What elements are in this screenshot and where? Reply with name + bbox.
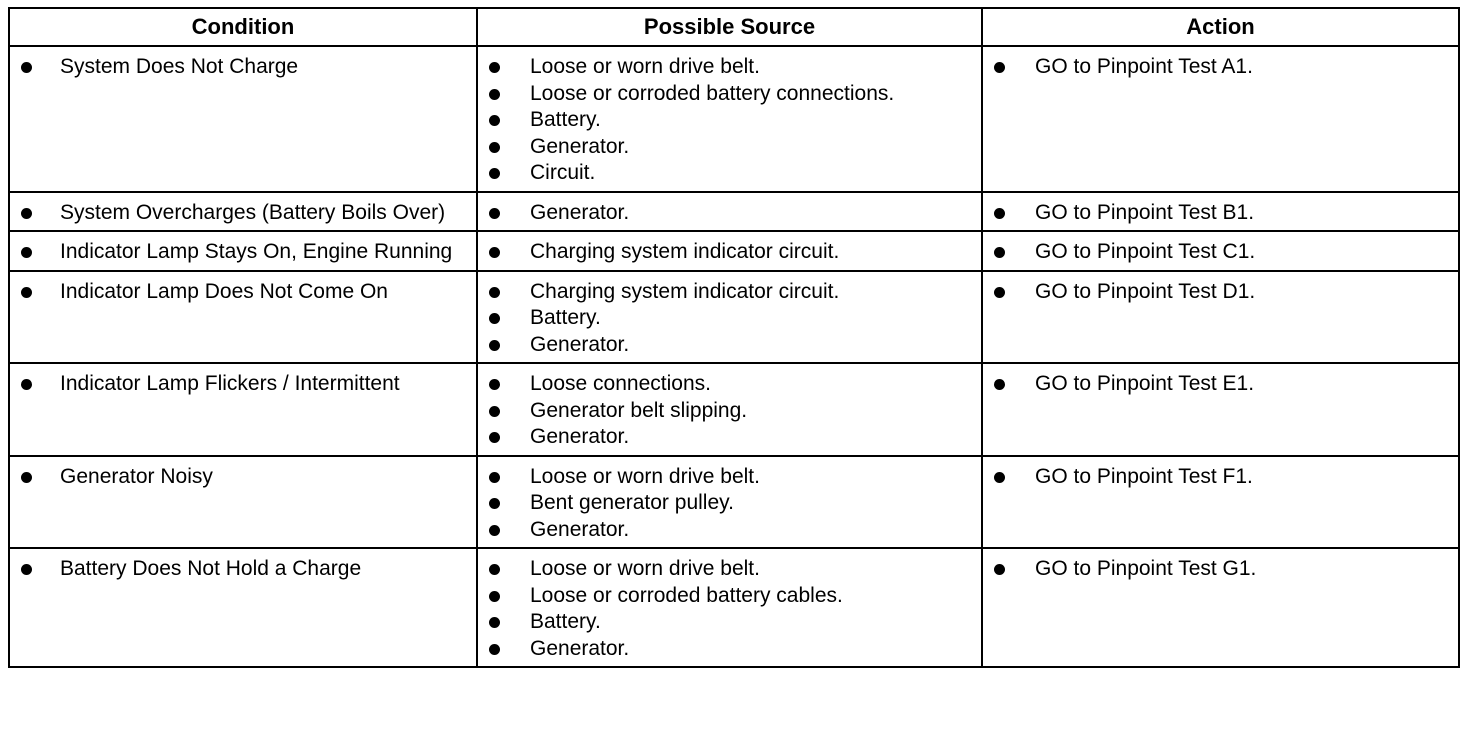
source-cell (477, 456, 982, 549)
source-cell (477, 271, 982, 364)
action-cell (982, 548, 1459, 667)
source-text: Charging system indicator circuit. (530, 240, 840, 263)
condition-cell (9, 548, 477, 667)
source-text: Generator. (530, 332, 630, 356)
source-cell (477, 192, 982, 232)
condition-text: System Overcharges (Battery Boils Over) (60, 200, 446, 224)
table-row (9, 46, 1459, 192)
table-row (9, 271, 1459, 364)
condition-text: Indicator Lamp Stays On, Engine Running (60, 240, 453, 263)
action-cell (982, 456, 1459, 549)
table-row (9, 548, 1459, 667)
bullet-icon (489, 406, 500, 417)
source-cell (477, 46, 982, 192)
bullet-icon (489, 313, 500, 324)
bullet-icon (489, 617, 500, 628)
bullet-icon (489, 62, 500, 73)
source-text: Loose or worn drive belt. (530, 464, 760, 488)
source-text: Loose or corroded battery connections. (530, 81, 895, 105)
condition-cell (9, 46, 477, 192)
condition-cell (9, 192, 477, 232)
action-cell (982, 192, 1459, 232)
bullet-icon (489, 472, 500, 483)
source-text: Battery. (530, 610, 601, 633)
action-header: Action (982, 8, 1459, 46)
source-cell (477, 231, 982, 271)
source-text: Generator. (530, 134, 630, 158)
table-row (9, 192, 1459, 232)
source-text: Generator. (530, 517, 630, 541)
source-text: Loose connections. (530, 372, 711, 395)
bullet-icon (994, 564, 1005, 575)
bullet-icon (489, 142, 500, 153)
header-row (9, 8, 1459, 46)
bullet-icon (489, 208, 500, 219)
action-text: GO to Pinpoint Test D1. (1035, 279, 1256, 303)
action-cell (982, 46, 1459, 192)
action-cell (982, 363, 1459, 456)
source-cell (477, 363, 982, 456)
condition-text: System Does Not Charge (60, 55, 299, 78)
action-text: GO to Pinpoint Test C1. (1035, 240, 1256, 263)
bullet-icon (489, 247, 500, 258)
bullet-icon (489, 644, 500, 655)
condition-text: Indicator Lamp Flickers / Intermittent (60, 372, 400, 395)
bullet-icon (994, 379, 1005, 390)
condition-cell (9, 271, 477, 364)
bullet-icon (489, 168, 500, 179)
possible-source-header: Possible Source (477, 8, 982, 46)
condition-text: Generator Noisy (60, 464, 213, 488)
condition-header: Condition (9, 8, 477, 46)
source-text: Loose or worn drive belt. (530, 557, 760, 580)
table-row (9, 231, 1459, 271)
source-text: Battery. (530, 306, 601, 329)
bullet-icon (489, 287, 500, 298)
bullet-icon (489, 498, 500, 509)
bullet-icon (21, 379, 32, 390)
bullet-icon (994, 208, 1005, 219)
source-text: Charging system indicator circuit. (530, 279, 840, 303)
table-row (9, 363, 1459, 456)
source-text: Generator. (530, 425, 630, 448)
bullet-icon (21, 564, 32, 575)
bullet-icon (21, 247, 32, 258)
source-text: Loose or corroded battery cables. (530, 583, 843, 607)
bullet-icon (489, 379, 500, 390)
source-text: Generator. (530, 200, 630, 224)
table-row (9, 456, 1459, 549)
action-text: GO to Pinpoint Test B1. (1035, 200, 1255, 224)
action-text: GO to Pinpoint Test E1. (1035, 372, 1255, 395)
action-cell (982, 271, 1459, 364)
bullet-icon (489, 525, 500, 536)
bullet-icon (21, 208, 32, 219)
source-text: Generator belt slipping. (530, 398, 748, 422)
bullet-icon (994, 472, 1005, 483)
bullet-icon (21, 62, 32, 73)
bullet-icon (21, 287, 32, 298)
action-text: GO to Pinpoint Test F1. (1035, 464, 1253, 488)
source-text: Battery. (530, 108, 601, 131)
bullet-icon (489, 115, 500, 126)
source-text: Generator. (530, 636, 630, 660)
source-text: Circuit. (530, 161, 596, 184)
bullet-icon (489, 564, 500, 575)
condition-cell (9, 363, 477, 456)
action-text: GO to Pinpoint Test A1. (1035, 55, 1253, 78)
condition-text: Indicator Lamp Does Not Come On (60, 279, 388, 303)
bullet-icon (489, 340, 500, 351)
bullet-icon (21, 472, 32, 483)
source-text: Loose or worn drive belt. (530, 55, 760, 78)
source-text: Bent generator pulley. (530, 491, 734, 514)
bullet-icon (489, 591, 500, 602)
condition-text: Battery Does Not Hold a Charge (60, 557, 362, 580)
condition-cell (9, 456, 477, 549)
source-cell (477, 548, 982, 667)
bullet-icon (994, 247, 1005, 258)
bullet-icon (489, 432, 500, 443)
bullet-icon (994, 62, 1005, 73)
diagnosis-table (8, 7, 1460, 668)
bullet-icon (489, 89, 500, 100)
action-text: GO to Pinpoint Test G1. (1035, 557, 1257, 580)
action-cell (982, 231, 1459, 271)
bullet-icon (994, 287, 1005, 298)
condition-cell (9, 231, 477, 271)
